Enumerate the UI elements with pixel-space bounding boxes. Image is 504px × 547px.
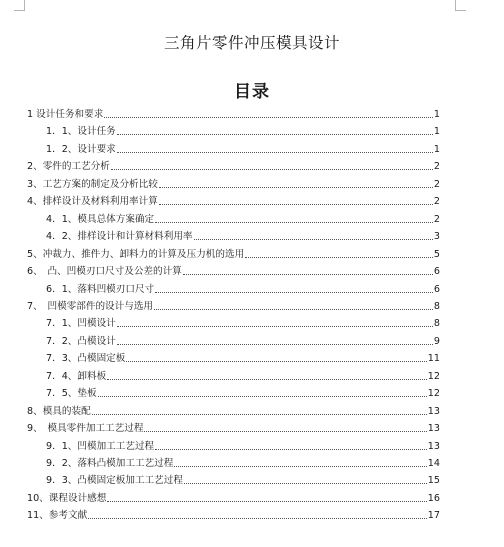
document-title: 三角片零件冲压模具设计: [163, 34, 340, 52]
toc-entry[interactable]: [27, 156, 440, 173]
dot-leader: [117, 134, 433, 135]
toc-entry-page-number: 5: [433, 248, 440, 260]
toc-entry-label: 7．3、凸模固定板: [46, 353, 126, 365]
toc-entry[interactable]: [46, 366, 440, 383]
toc-entry-label: 9、 模具零件加工工艺过程: [27, 423, 144, 435]
dot-leader: [107, 379, 427, 380]
toc-entry-label: 8、模具的装配: [27, 405, 91, 417]
toc-entry-page-number: 6: [433, 266, 440, 278]
toc-entry[interactable]: [46, 279, 440, 296]
toc-entry-page-number: 17: [427, 510, 440, 522]
toc-entry-label: 11、参考文献: [27, 510, 88, 522]
dot-leader: [98, 396, 427, 397]
toc-entry-label: 1 设计任务和要求: [27, 109, 104, 120]
dot-leader: [155, 449, 427, 450]
toc-entry[interactable]: [27, 505, 440, 522]
toc-entry-label: 7．1、凹模设计: [46, 318, 116, 330]
toc-heading: 目录: [234, 82, 270, 102]
toc-entry-page-number: 2: [433, 213, 440, 225]
toc-entry-page-number: 12: [427, 388, 440, 400]
toc-entry-page-number: 14: [427, 458, 440, 469]
toc-entry-page-number: 6: [433, 283, 440, 295]
toc-entry[interactable]: [27, 174, 440, 191]
dot-leader: [92, 414, 427, 415]
toc-entry-label: 10、课程设计感想: [27, 492, 107, 504]
toc-entry[interactable]: [46, 383, 440, 400]
toc-entry[interactable]: [46, 139, 440, 156]
toc-entry-page-number: 8: [433, 300, 440, 312]
toc-entry[interactable]: [27, 401, 440, 418]
toc-entry-page-number: 13: [427, 405, 440, 417]
toc-entry[interactable]: [27, 104, 440, 121]
toc-entry[interactable]: [46, 348, 440, 365]
toc-entry[interactable]: [27, 418, 440, 435]
toc-entry-page-number: 1: [433, 109, 440, 120]
toc-entry-label: 4．1、模具总体方案确定: [46, 213, 155, 225]
toc-entry-label: 1．2、设计要求: [46, 143, 116, 155]
toc-entry-label: 2、零件的工艺分析: [27, 161, 110, 173]
page-corner-mark-top-left: [14, 0, 25, 11]
toc-entry-label: 7．4、卸料板: [46, 370, 107, 382]
toc-entry[interactable]: [27, 261, 440, 278]
toc-entry-page-number: 16: [427, 492, 440, 504]
dot-leader: [174, 466, 426, 467]
dot-leader: [144, 431, 426, 432]
toc-entry[interactable]: [46, 470, 440, 487]
toc-entry[interactable]: [27, 244, 440, 261]
toc-entry-label: 9．1、凹模加工工艺过程: [46, 440, 155, 452]
dot-leader: [107, 501, 426, 502]
toc-entry[interactable]: [27, 191, 440, 208]
dot-leader: [154, 309, 433, 310]
toc-entry-label: 3、工艺方案的制定及分析比较: [27, 178, 158, 190]
page-corner-mark-top-right: [455, 0, 466, 11]
dot-leader: [155, 292, 433, 293]
toc-entry[interactable]: [46, 313, 440, 330]
dot-leader: [245, 257, 433, 258]
toc-entry-page-number: 2: [433, 196, 440, 208]
toc-entry[interactable]: [46, 209, 440, 226]
toc-entry-page-number: 2: [433, 161, 440, 173]
toc-entry-label: 5、冲裁力、推件力、卸料力的计算及压力机的选用: [27, 248, 245, 260]
toc-entry-label: 1．1、设计任务: [46, 126, 116, 138]
dot-leader: [194, 239, 433, 240]
dot-leader: [183, 274, 433, 275]
dot-leader: [117, 326, 433, 327]
toc-entry[interactable]: [46, 436, 440, 453]
toc-entry-page-number: 9: [433, 335, 440, 347]
dot-leader: [111, 169, 433, 170]
toc-entry-label: 9．2、落料凸模加工工艺过程: [46, 458, 174, 469]
toc-entry-page-number: 2: [433, 178, 440, 190]
toc-entry-page-number: 11: [427, 353, 440, 365]
toc-entry-page-number: 13: [427, 440, 440, 452]
toc-entry-label: 4、排样设计及材料利用率计算: [27, 196, 158, 208]
dot-leader: [159, 204, 433, 205]
dot-leader: [88, 518, 427, 519]
toc-entry-page-number: 15: [427, 475, 440, 487]
toc-entry[interactable]: [27, 296, 440, 313]
toc-entry-page-number: 1: [433, 126, 440, 138]
dot-leader: [184, 483, 427, 484]
toc-entry[interactable]: [46, 121, 440, 138]
toc-entry[interactable]: [46, 453, 440, 470]
toc-entry-page-number: 3: [433, 231, 440, 243]
toc-entry-page-number: 13: [427, 423, 440, 435]
dot-leader: [159, 187, 433, 188]
toc-entry[interactable]: [27, 488, 440, 505]
toc-entry-label: 7、 凹模零部件的设计与选用: [27, 300, 154, 312]
dot-leader: [117, 152, 433, 153]
toc-entry[interactable]: [46, 226, 440, 243]
dot-leader: [126, 361, 426, 362]
dot-leader: [155, 222, 433, 223]
toc-entry-label: 9．3、凸模固定板加工工艺过程: [46, 475, 183, 487]
toc-entry-page-number: 12: [427, 370, 440, 382]
dot-leader: [104, 117, 433, 118]
toc-entry-page-number: 1: [433, 143, 440, 155]
toc-entry-label: 6．1、落料凹模刃口尺寸: [46, 283, 155, 295]
dot-leader: [117, 344, 433, 345]
toc-entry-label: 7．2、凸模设计: [46, 335, 116, 347]
toc-entry[interactable]: [46, 331, 440, 348]
toc-entry-label: 6、 凸、凹模刃口尺寸及公差的计算: [27, 266, 182, 278]
toc-entry-page-number: 8: [433, 318, 440, 330]
toc-entry-label: 7．5、垫板: [46, 388, 97, 400]
toc-entry-label: 4．2、排样设计和计算材料利用率: [46, 231, 193, 243]
